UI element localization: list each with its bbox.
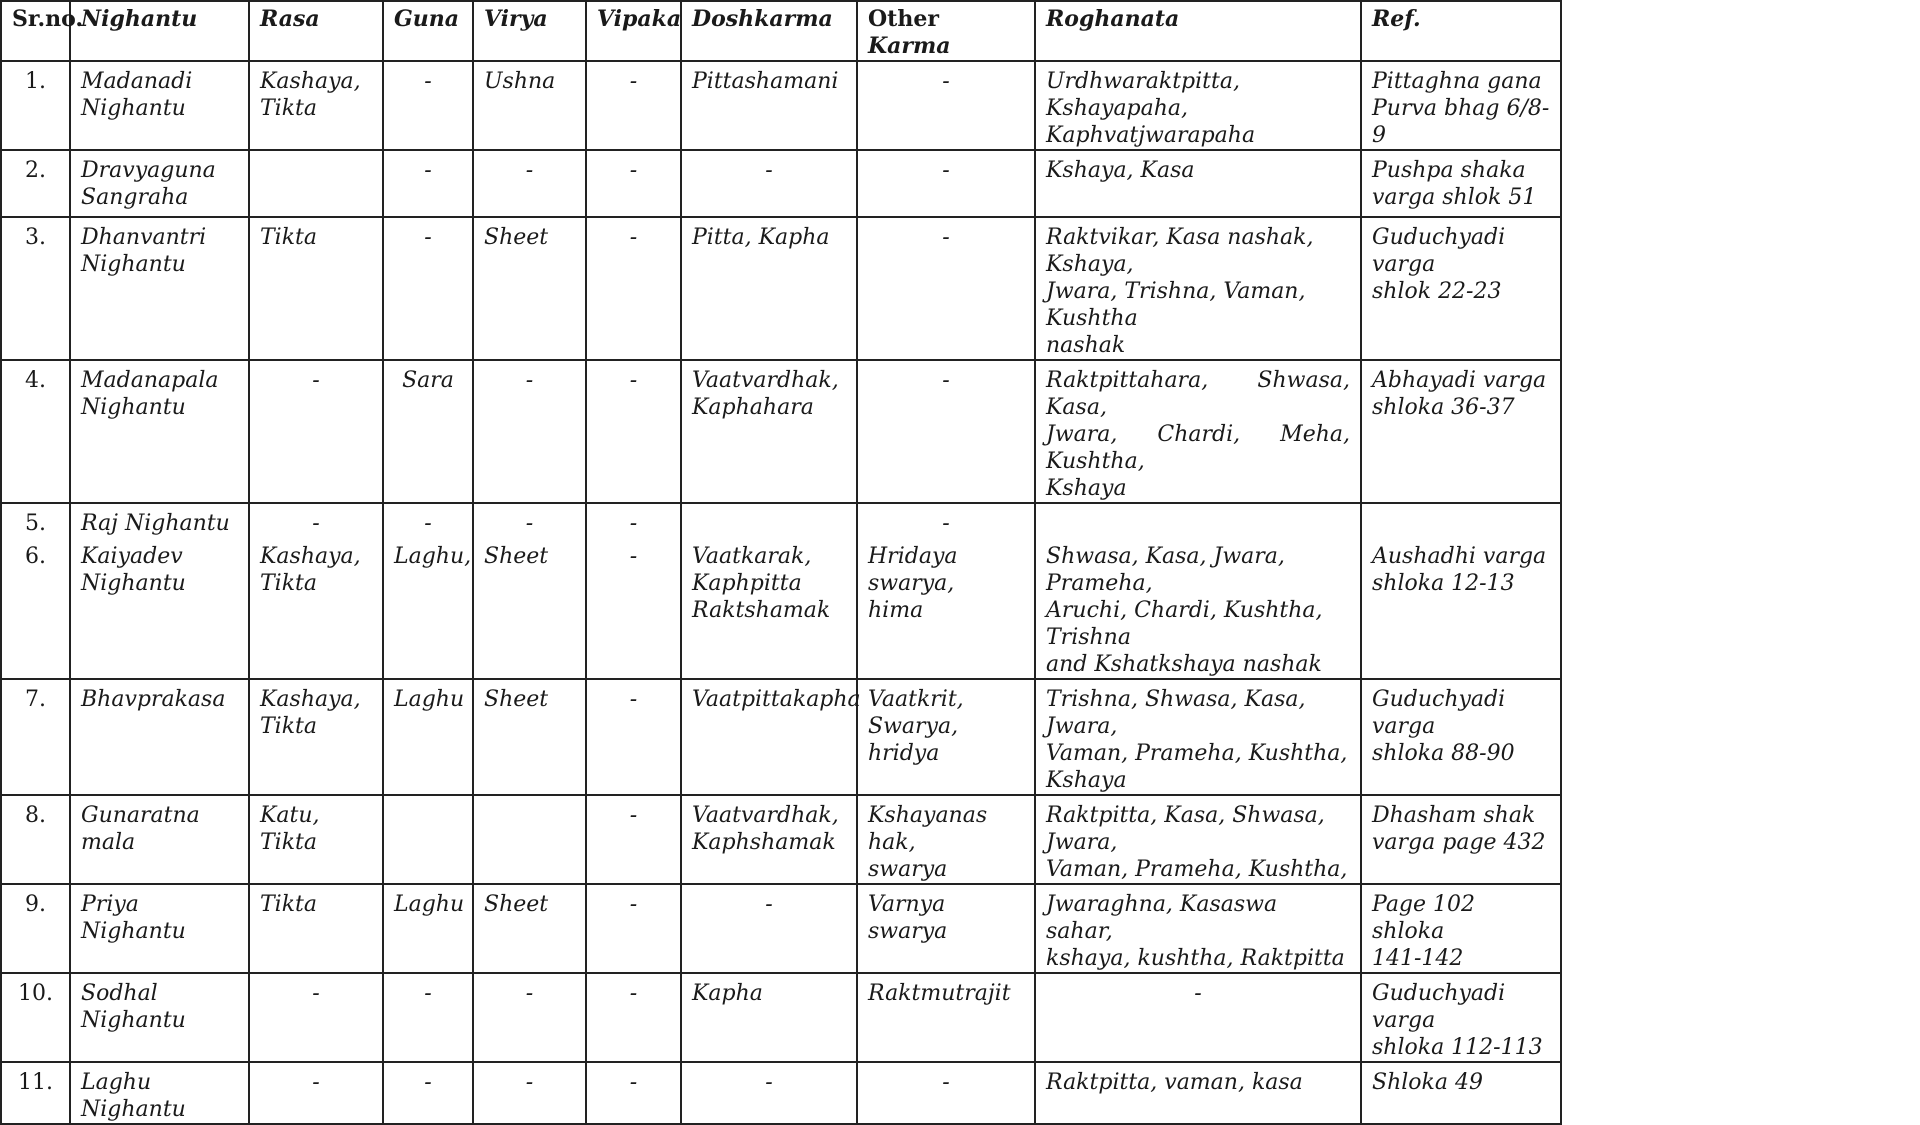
cell-guna: Laghu, <box>383 537 473 679</box>
ref-line: varga shlok 51 <box>1372 185 1537 210</box>
ref-line: Aushadhi varga <box>1372 544 1547 569</box>
cell-roghanata <box>1035 360 1361 503</box>
nighantu-line: Dravyaguna <box>81 158 216 183</box>
roghanata-line: Shwasa, Kasa, Jwara, Prameha, <box>1046 544 1285 596</box>
cell-vipaka: - <box>586 503 681 537</box>
cell-ref <box>1361 150 1561 217</box>
ref-line: Guduchyadi varga <box>1372 687 1506 739</box>
cell-vipaka: - <box>586 679 681 795</box>
doshkarma-line: - <box>765 1070 773 1095</box>
ref-line: shloka 12-13 <box>1372 571 1515 596</box>
nighantu-line: Gunaratna mala <box>81 803 200 855</box>
other-karma-line: Kshayanas hak, <box>868 803 988 855</box>
cell-roghanata <box>1035 884 1361 973</box>
roghanata-line: Kshaya <box>1046 476 1127 501</box>
cell-guna: - <box>383 503 473 537</box>
cell-doshkarma <box>681 795 857 884</box>
rasa-line: Tikta <box>260 714 317 739</box>
doshkarma-line: Kaphahara <box>692 395 814 420</box>
cell-doshkarma <box>681 150 857 217</box>
cell-guna: - <box>383 150 473 217</box>
roghanata-line: Vaman, Prameha, Kushtha, <box>1046 741 1348 766</box>
cell-virya: - <box>473 150 586 217</box>
rasa-line: Tikta <box>260 892 317 917</box>
cell-other-karma <box>857 150 1035 217</box>
cell-doshkarma <box>681 884 857 973</box>
table-header-row <box>1 1 1561 61</box>
cell-other-karma <box>857 503 1035 537</box>
other-karma-line: Varnya swarya <box>868 892 948 944</box>
other-karma-line: Hridaya swarya, <box>868 544 958 596</box>
cell-roghanata <box>1035 150 1361 217</box>
ref-line: shloka 36-37 <box>1372 395 1515 420</box>
cell-nighantu <box>70 360 249 503</box>
cell-other-karma <box>857 61 1035 150</box>
other-karma-line: Raktmutrajit <box>868 981 1011 1006</box>
roghanata-line: and Kshatkshaya nashak <box>1046 652 1322 677</box>
cell-other-karma <box>857 1062 1035 1124</box>
cell-sr: 4. <box>1 360 70 503</box>
cell-virya: Ushna <box>473 61 586 150</box>
cell-virya: - <box>473 973 586 1062</box>
rasa-line: Katu, Tikta <box>260 803 320 855</box>
nighantu-line: Madanapala <box>81 368 219 393</box>
cell-other-karma <box>857 537 1035 679</box>
header-guna: Guna <box>383 1 473 61</box>
cell-virya: - <box>473 360 586 503</box>
roghanata-line: Trishna, Shwasa, Kasa, Jwara, <box>1046 687 1306 739</box>
cell-ref <box>1361 973 1561 1062</box>
roghanata-line: kshaya, kushtha, Raktpitta <box>1046 946 1345 971</box>
header-vipaka: Vipaka <box>586 1 681 61</box>
rasa-line: - <box>312 511 320 536</box>
ref-line: Guduchyadi varga <box>1372 981 1506 1033</box>
table-row <box>1 1062 1561 1124</box>
cell-vipaka: - <box>586 150 681 217</box>
cell-sr: 3. <box>1 217 70 360</box>
cell-sr: 1. <box>1 61 70 150</box>
roghanata-line: Raktpitta, Kasa, Shwasa, Jwara, <box>1046 803 1325 855</box>
cell-virya: Sheet <box>473 537 586 679</box>
cell-virya: Sheet <box>473 679 586 795</box>
cell-virya: Sheet <box>473 217 586 360</box>
nighantu-line: Nighantu <box>81 252 186 277</box>
cell-vipaka: - <box>586 795 681 884</box>
header-nighantu: Nighantu <box>70 1 249 61</box>
roghanata-line: - <box>1194 981 1202 1006</box>
cell-vipaka: - <box>586 537 681 679</box>
doshkarma-line: Vaatpittakapha <box>692 687 861 712</box>
cell-rasa <box>249 884 383 973</box>
cell-nighantu <box>70 503 249 537</box>
cell-other-karma <box>857 884 1035 973</box>
rasa-line: Tikta <box>260 96 317 121</box>
cell-guna: - <box>383 61 473 150</box>
cell-nighantu <box>70 537 249 679</box>
cell-guna: - <box>383 1062 473 1124</box>
ref-line: shlok 22-23 <box>1372 279 1502 304</box>
doshkarma-line: Vaatvardhak, <box>692 803 839 828</box>
nighantu-line: Sodhal Nighantu <box>81 981 186 1033</box>
cell-sr: 5. <box>1 503 70 537</box>
ref-line: shloka 112-113 <box>1372 1035 1543 1060</box>
other-karma-line: hridya <box>868 741 940 766</box>
other-karma-line: hima <box>868 598 924 623</box>
cell-nighantu <box>70 61 249 150</box>
cell-guna <box>383 795 473 884</box>
nighantu-line: Bhavprakasa <box>81 687 226 712</box>
other-karma-line: - <box>942 368 950 393</box>
cell-doshkarma <box>681 360 857 503</box>
doshkarma-line: - <box>765 892 773 917</box>
header-rasa: Rasa <box>249 1 383 61</box>
rasa-line: Tikta <box>260 571 317 596</box>
rasa-line: - <box>312 1070 320 1095</box>
ref-line: Guduchyadi varga <box>1372 225 1506 277</box>
table-row <box>1 217 1561 360</box>
cell-doshkarma <box>681 973 857 1062</box>
ref-line: Abhayadi varga <box>1372 368 1547 393</box>
nighantu-line: Laghu Nighantu <box>81 1070 186 1122</box>
cell-roghanata <box>1035 61 1361 150</box>
cell-virya: - <box>473 1062 586 1124</box>
roghanata-line: Jwara, Chardi, Meha, Kushtha, <box>1046 422 1350 474</box>
table-row <box>1 360 1561 503</box>
nighantu-line: Sangraha <box>81 185 189 210</box>
cell-other-karma <box>857 795 1035 884</box>
roghanata-line: Raktpittahara, Shwasa, Kasa, <box>1046 368 1350 420</box>
cell-ref <box>1361 537 1561 679</box>
ref-line: varga page 432 <box>1372 830 1546 855</box>
cell-sr: 11. <box>1 1062 70 1124</box>
table-row <box>1 503 1561 537</box>
table-row <box>1 150 1561 217</box>
cell-ref <box>1361 884 1561 973</box>
cell-nighantu <box>70 973 249 1062</box>
nighantu-line: Dhanvantri <box>81 225 207 250</box>
nighantu-line: Kaiyadev <box>81 544 183 569</box>
ref-line: Pittaghna gana <box>1372 69 1542 94</box>
cell-ref <box>1361 679 1561 795</box>
nighantu-line: Raj Nighantu <box>81 511 230 536</box>
roghanata-line: Urdhwaraktpitta, Kshayapaha, <box>1046 69 1240 121</box>
cell-ref <box>1361 360 1561 503</box>
cell-guna: Sara <box>383 360 473 503</box>
doshkarma-line: Kapha <box>692 981 763 1006</box>
header-other-karma-prefix: Other <box>868 6 939 32</box>
header-other-karma <box>857 1 1035 61</box>
table-row <box>1 884 1561 973</box>
doshkarma-line: - <box>765 158 773 183</box>
cell-sr: 7. <box>1 679 70 795</box>
cell-vipaka: - <box>586 973 681 1062</box>
roghanata-line: Jwara, Trishna, Vaman, Kushtha <box>1046 279 1306 331</box>
cell-other-karma <box>857 679 1035 795</box>
cell-rasa <box>249 61 383 150</box>
cell-virya: - <box>473 503 586 537</box>
cell-vipaka: - <box>586 884 681 973</box>
cell-nighantu <box>70 679 249 795</box>
cell-sr: 8. <box>1 795 70 884</box>
cell-virya: Sheet <box>473 884 586 973</box>
cell-nighantu <box>70 150 249 217</box>
cell-vipaka: - <box>586 61 681 150</box>
header-ref: Ref. <box>1361 1 1561 61</box>
cell-nighantu <box>70 1062 249 1124</box>
header-doshkarma: Doshkarma <box>681 1 857 61</box>
roghanata-line: Aruchi, Chardi, Kushtha, Trishna <box>1046 598 1323 650</box>
cell-ref <box>1361 61 1561 150</box>
cell-roghanata <box>1035 1062 1361 1124</box>
nighantu-line: Nighantu <box>81 571 186 596</box>
other-karma-line: - <box>942 511 950 536</box>
cell-other-karma <box>857 360 1035 503</box>
ref-line: shloka 88-90 <box>1372 741 1515 766</box>
roghanata-line: nashak <box>1046 333 1126 358</box>
nighantu-line: Nighantu <box>81 96 186 121</box>
cell-roghanata <box>1035 217 1361 360</box>
table-row <box>1 795 1561 884</box>
doshkarma-line: Pitta, Kapha <box>692 225 830 250</box>
ref-line: Shloka 49 <box>1372 1070 1483 1095</box>
cell-sr: 10. <box>1 973 70 1062</box>
roghanata-line: Vaman, Prameha, Kushtha, <box>1046 857 1348 882</box>
cell-nighantu <box>70 795 249 884</box>
cell-doshkarma <box>681 217 857 360</box>
rasa-line: Kashaya, <box>260 69 361 94</box>
cell-rasa <box>249 679 383 795</box>
rasa-line: Kashaya, <box>260 687 361 712</box>
other-karma-line: - <box>942 69 950 94</box>
table-row <box>1 61 1561 150</box>
cell-guna: - <box>383 217 473 360</box>
cell-vipaka: - <box>586 217 681 360</box>
cell-rasa <box>249 217 383 360</box>
header-other-karma-suffix: Karma <box>868 33 951 59</box>
cell-nighantu <box>70 217 249 360</box>
cell-sr: 9. <box>1 884 70 973</box>
roghanata-line: Jwaraghna, Kasaswa sahar, <box>1046 892 1278 944</box>
cell-doshkarma <box>681 537 857 679</box>
header-srno: Sr.no. <box>1 1 70 61</box>
cell-ref <box>1361 795 1561 884</box>
doshkarma-line: Vaatvardhak, <box>692 368 839 393</box>
cell-ref <box>1361 1062 1561 1124</box>
cell-ref <box>1361 217 1561 360</box>
cell-sr: 2. <box>1 150 70 217</box>
cell-vipaka: - <box>586 1062 681 1124</box>
rasa-line: - <box>312 368 320 393</box>
table-row <box>1 973 1561 1062</box>
cell-sr: 6. <box>1 537 70 679</box>
cell-rasa <box>249 360 383 503</box>
roghanata-line: Kshaya <box>1046 768 1127 793</box>
rasa-line: Kashaya, <box>260 544 361 569</box>
doshkarma-line: Pittashamani <box>692 69 839 94</box>
cell-vipaka: - <box>586 360 681 503</box>
cell-rasa <box>249 537 383 679</box>
cell-rasa <box>249 150 383 217</box>
header-roghanata: Roghanata <box>1035 1 1361 61</box>
roghanata-line: Kaphvatjwarapaha <box>1046 123 1256 148</box>
rasa-line: - <box>312 981 320 1006</box>
doshkarma-line: Raktshamak <box>692 598 831 623</box>
cell-guna: Laghu <box>383 884 473 973</box>
table-row <box>1 679 1561 795</box>
nighantu-line: Madanadi <box>81 69 193 94</box>
doshkarma-line: Vaatkarak, <box>692 544 812 569</box>
cell-rasa <box>249 795 383 884</box>
cell-nighantu <box>70 884 249 973</box>
ref-line: Page 102 shloka <box>1372 892 1476 944</box>
ref-line: 141-142 <box>1372 946 1464 971</box>
cell-guna: Laghu <box>383 679 473 795</box>
roghanata-line: Raktpitta, vaman, kasa <box>1046 1070 1303 1095</box>
nighantu-line: Priya Nighantu <box>81 892 186 944</box>
other-karma-line: swarya <box>868 857 948 882</box>
cell-ref <box>1361 503 1561 537</box>
cell-other-karma <box>857 217 1035 360</box>
other-karma-line: - <box>942 225 950 250</box>
nighantu-line: Nighantu <box>81 395 186 420</box>
ref-line: Purva bhag 6/8-9 <box>1372 96 1550 148</box>
cell-roghanata <box>1035 973 1361 1062</box>
other-karma-line: Vaatkrit, Swarya, <box>868 687 964 739</box>
header-virya: Virya <box>473 1 586 61</box>
cell-doshkarma <box>681 1062 857 1124</box>
doshkarma-line: Kaphshamak <box>692 830 836 855</box>
cell-roghanata <box>1035 679 1361 795</box>
cell-guna: - <box>383 973 473 1062</box>
cell-rasa <box>249 503 383 537</box>
table-row <box>1 537 1561 679</box>
ref-line: Dhasham shak <box>1372 803 1536 828</box>
other-karma-line: - <box>942 158 950 183</box>
roghanata-line: Kshaya, Kasa <box>1046 158 1195 183</box>
rasa-line: Tikta <box>260 225 317 250</box>
cell-other-karma <box>857 973 1035 1062</box>
other-karma-line: - <box>942 1070 950 1095</box>
cell-virya <box>473 795 586 884</box>
roghanata-line: Raktvikar, Kasa nashak, Kshaya, <box>1046 225 1314 277</box>
cell-roghanata <box>1035 537 1361 679</box>
cell-roghanata <box>1035 795 1361 884</box>
table-body <box>1 61 1561 1124</box>
cell-rasa <box>249 1062 383 1124</box>
cell-doshkarma <box>681 503 857 537</box>
cell-rasa <box>249 973 383 1062</box>
ref-line: Pushpa shaka <box>1372 158 1526 183</box>
cell-roghanata <box>1035 503 1361 537</box>
cell-doshkarma <box>681 61 857 150</box>
cell-doshkarma <box>681 679 861 795</box>
doshkarma-line: Kaphpitta <box>692 571 802 596</box>
